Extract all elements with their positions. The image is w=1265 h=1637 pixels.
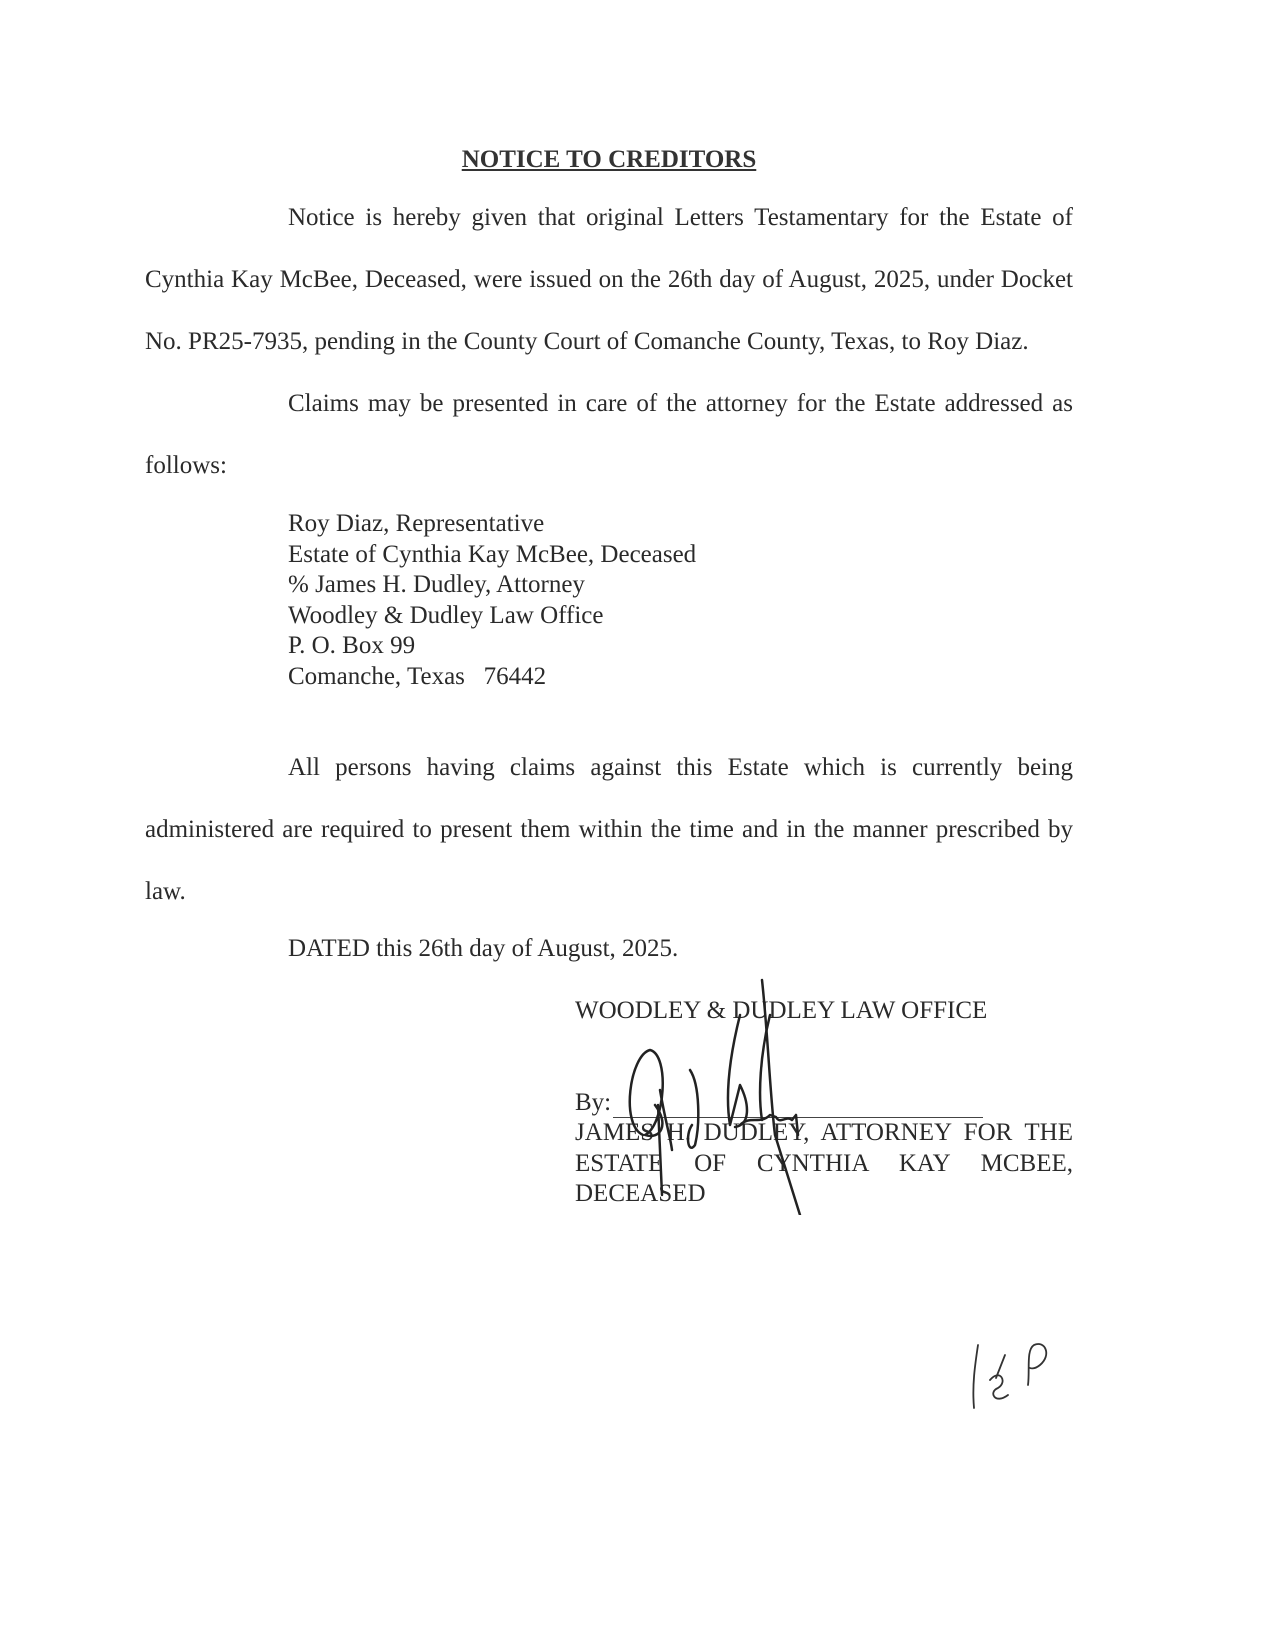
dated-line: DATED this 26th day of August, 2025. — [288, 935, 679, 962]
paragraph-persons-having-claims: All persons having claims against this Estate which is currently being administered are required to present them within the time and in the manner prescribed by law. — [145, 754, 1073, 905]
by-label: By: — [575, 1088, 612, 1116]
estate-line: ESTATE OF CYNTHIA KAY MCBEE, — [575, 1149, 1073, 1177]
attorney-name-line: JAMES H. DUDLEY, ATTORNEY FOR THE — [575, 1119, 1073, 1146]
address-line: % James H. Dudley, Attorney — [288, 571, 585, 598]
claims-paragraph-block — [145, 737, 1073, 923]
handwritten-note-18p — [960, 1330, 1070, 1420]
address-line: Estate of Cynthia Kay McBee, Deceased — [288, 540, 697, 568]
firm-name: WOODLEY & DUDLEY LAW OFFICE — [575, 997, 988, 1024]
notice-paragraph — [145, 187, 1073, 497]
address-line: Comanche, Texas 76442 — [288, 662, 547, 690]
paragraph-claims-presented: Claims may be presented in care of the attorney for the Estate addressed as follows: — [145, 390, 1073, 479]
address-block — [288, 509, 696, 692]
document-title: NOTICE TO CREDITORS — [461, 146, 757, 173]
paragraph-letters-testamentary: Notice is hereby given that original Letters Testamentary for the Estate of Cynthia Kay McBee, Deceased, were issued on the 26th day of August, 2025, under Docket No. PR25-7935, pending in the County Court of Comanche County, Texas, to Roy Diaz. — [145, 204, 1073, 355]
handwritten-signature — [600, 975, 830, 1215]
address-line: Roy Diaz, Representative — [288, 510, 545, 537]
address-line: Woodley & Dudley Law Office — [288, 601, 604, 629]
deceased-line: DECEASED — [575, 1180, 706, 1207]
address-line: P. O. Box 99 — [288, 632, 416, 659]
